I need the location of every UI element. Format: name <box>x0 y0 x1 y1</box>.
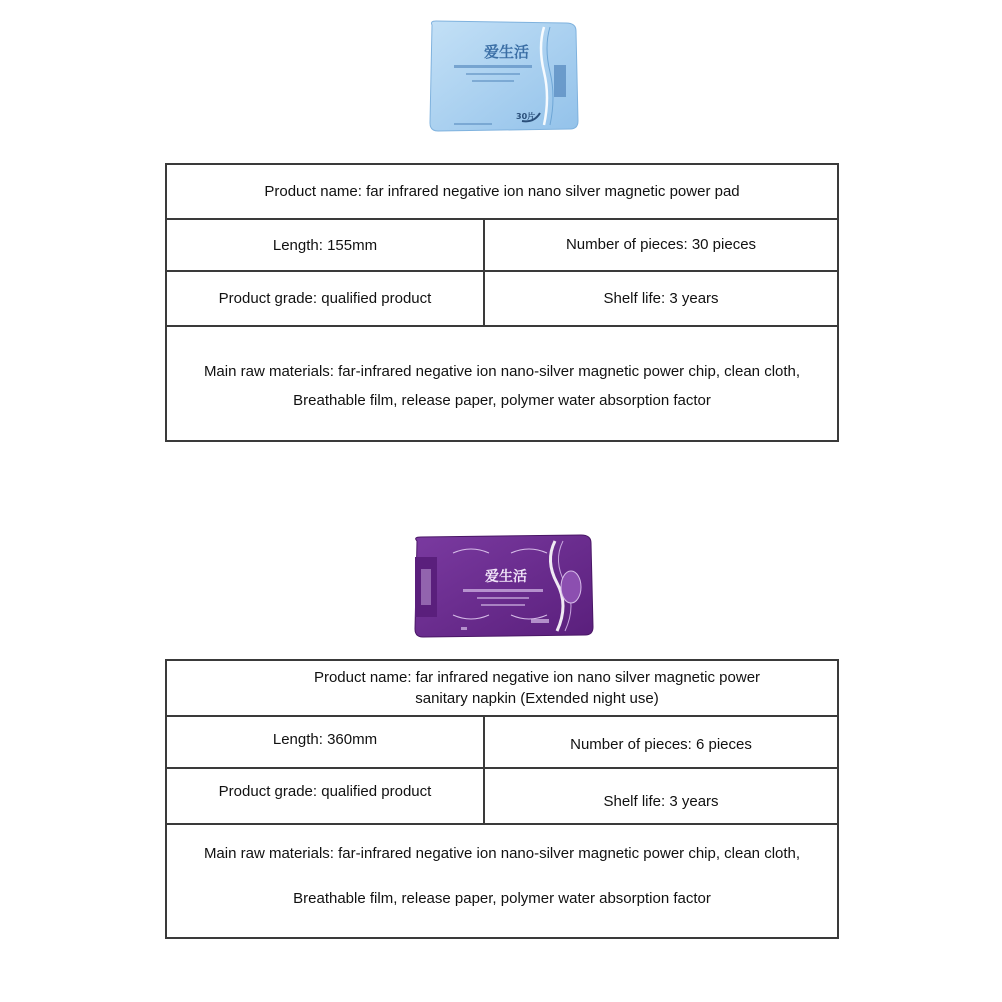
product-pieces: Number of pieces: 6 pieces <box>570 736 752 753</box>
package-brand-text: 爱生活 <box>485 569 527 585</box>
product-grade: Product grade: qualified product <box>167 769 485 823</box>
spec-row-materials <box>167 825 837 937</box>
product-materials <box>167 327 837 440</box>
materials-line-1: Main raw materials: far-infrared negative ion nano-silver magnetic power chip, clean cloth, <box>203 363 801 380</box>
product-pieces: Number of pieces: 30 pieces <box>565 236 757 253</box>
spec-row-length-pieces <box>167 717 837 769</box>
product-length: Length: 155mm <box>167 220 485 270</box>
spec-table-pad <box>165 163 839 442</box>
product-name <box>167 661 837 715</box>
svg-text:30片: 30片 <box>516 112 536 121</box>
spec-row-materials <box>167 327 837 440</box>
product-image-pad <box>426 17 582 135</box>
spec-row-length-pieces <box>167 220 837 272</box>
product-name: Product name: far infrared negative ion nano silver magnetic power pad <box>264 183 740 200</box>
package-brand-text: 爱生活 <box>484 43 530 61</box>
spec-table-napkin <box>165 659 839 939</box>
spec-row-grade-shelf <box>167 272 837 327</box>
materials-line-1: Main raw materials: far-infrared negative ion nano-silver magnetic power chip, clean cloth, <box>203 845 801 862</box>
spec-row-grade-shelf <box>167 769 837 825</box>
product-name-line-2: sanitary napkin (Extended night use) <box>415 690 659 707</box>
spec-row-name <box>167 165 837 220</box>
product-length: Length: 360mm <box>167 717 485 767</box>
product-materials <box>167 825 837 937</box>
materials-line-2: Breathable film, release paper, polymer water absorption factor <box>293 890 711 907</box>
product-grade: Product grade: qualified product <box>167 272 485 325</box>
materials-line-2: Breathable film, release paper, polymer water absorption factor <box>293 392 711 409</box>
product-shelf-life: Shelf life: 3 years <box>603 793 719 810</box>
product-shelf-life: Shelf life: 3 years <box>603 290 719 307</box>
spec-row-name <box>167 661 837 717</box>
product-name-line-1: Product name: far infrared negative ion nano silver magnetic power <box>313 669 761 686</box>
product-image-napkin <box>411 531 596 641</box>
